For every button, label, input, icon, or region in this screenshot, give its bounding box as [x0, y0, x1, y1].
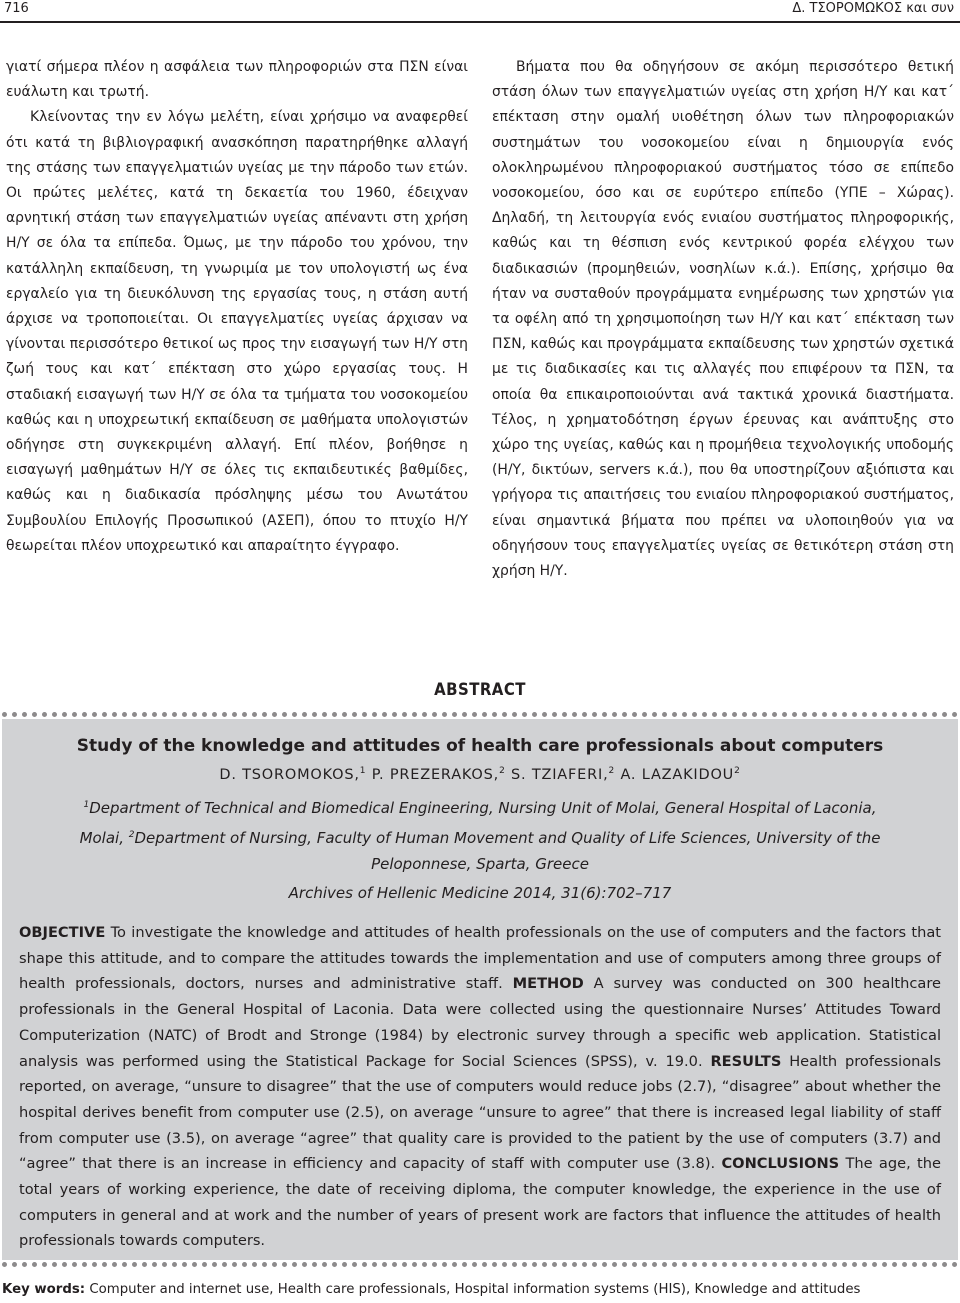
affiliations: $^1$Department of Technical and Biomedical Engineering, Nursing Unit of Molai, General Hospital of Laconia, Molai, $^2$Department of Nursing, Faculty of Human Movement and Quality of Life Sciences, University of the Peloponnese, Sparta, Greece: [79, 799, 881, 873]
right-column: [492, 55, 954, 584]
dotted-rule-top: [2, 712, 958, 717]
author: D. TSOROMOKOS,$^1$: [219, 766, 367, 783]
author: P. PREZERAKOS,$^2$: [371, 766, 506, 783]
results-text: Health professionals reported, on average, “unsure to disagree” that the use of computers would reduce jobs (2.7), “disagree” about whether the hospital derives benefit from computer use (2.5), on average “unsure to agree” that there is increased legal liability of staff from computer use (3.5), on average “agree” that quality care is provided to the patient by the use of computers (3.7) and “agree” that there is an increase in efficiency and capacity of staff with computer use (3.8).: [19, 1052, 941, 1173]
conclusions-text: The age, the total years of working experience, the date of receiving diploma, the computer knowledge, the experience in the use of computers in general and at work and the number of years of present work are factors that influence the attitudes of health professionals towards computers.: [19, 1155, 941, 1250]
author: S. TZIAFERI,$^2$: [511, 766, 616, 783]
author-list: [0, 766, 960, 783]
journal-citation: Archives of Hellenic Medicine 2014, 31(6):702–717: [288, 884, 672, 902]
keywords: [2, 1282, 958, 1297]
objective-label: OBJECTIVE: [19, 924, 106, 941]
keywords-label: Key words:: [2, 1282, 86, 1297]
running-head: Δ. ΤΣΟΡΟΜΩΚΟΣ και συν: [792, 1, 954, 16]
method-label: METHOD: [512, 975, 584, 993]
method-text: A survey was conducted on 300 healthcare professionals in the General Hospital of Laconia. Data were collected using the questionnaire Nurses’ Attitudes Toward Computerization (NATC) of Brodt and Stronge (1984) by electronic survey through a specific web application. Statistical analysis was performed using the Statistical Package for Social Sciences (SPSS), v. 19.0.: [19, 975, 941, 1070]
dotted-rule-bottom: [2, 1262, 958, 1267]
conclusions-label: CONCLUSIONS: [721, 1155, 840, 1173]
objective-text: To investigate the knowledge and attitudes of health professionals on the use of computers and the factors that shape this attitude, and to compare the attitudes towards the implementation and use of computers among three groups of health professionals, doctors, nurses and administrative staff.: [19, 924, 941, 993]
abstract-body: [19, 920, 941, 1254]
left-paragraph-1: γιατί σήμερα πλέον η ασφάλεια των πληροφοριών στα ΠΣΝ είναι ευάλωτη και τρωτή.: [6, 59, 468, 101]
keywords-text: Computer and internet use, Health care professionals, Hospital information systems (HIS), Knowledge and attitudes: [85, 1282, 861, 1297]
right-paragraph-1: Βήματα που θα οδηγήσουν σε ακόμη περισσότερο θετική στάση όλων των επαγγελματιών υγείας στη χρήση Η/Υ και κατ΄ επέκταση στην ομαλή υιοθέτηση όλων των πληροφοριακών συστημάτων του νοσοκομείου είναι η δημιουργία ενός ολοκληρωμένου πληροφοριακού συστήματος τόσο σε επίπεδο νοσοκομείου, όσο και σε ευρύτερο επίπεδο (ΥΠΕ – Χώρας). Δηλαδή, τη λειτουργία ενός ενιαίου συστήματος πληροφορικής, καθώς και τη θέσπιση ενός κεντρικού φορέα ελέγχου των διαδικασιών (προμηθειών, νοσηλίων κ.ά.). Επίσης, χρήσιμο θα ήταν να συσταθούν προγράμματα ενημέρωσης των χρηστών για τα οφέλη από τη χρησιμοποίηση των Η/Υ και κατ΄ επέκταση των ΠΣΝ, καθώς και προγράμματα εκπαίδευσης των χρηστών σχετικά με τις διαδικασίες και τις αλλαγές που επιφέρουν τα ΠΣΝ, τα οποία θα επικαιροποιούνται ανά τακτικά χρονικά διαστήματα. Τέλος, η χρηματοδότηση έργων έρευνας και ανάπτυξης στο χώρο της υγείας, καθώς και η προμήθεια τεχνολογικής υποδομής (Η/Υ, δικτύων, servers κ.ά.), που θα υποστηρίζουν αξιόπιστα και γρήγορα τις απαιτήσεις του ενιαίου πληροφοριακού συστήματος, είναι σημαντικά βήματα που πρέπει να υλοποιηθούν για να οδηγήσουν τους επαγγελματίες υγείας σε θετικότερη στάση στη χρήση Η/Υ.: [492, 59, 954, 580]
abstract-section-title: ABSTRACT: [434, 680, 526, 700]
left-paragraph-2: Κλείνοντας την εν λόγω μελέτη, είναι χρήσιμο να αναφερθεί ότι κατά τη βιβλιογραφική ανασκόπηση παρατηρήθηκε αλλαγή της στάσης των επαγγελματιών υγείας με την πάροδο των ετών. Οι πρώτες μελέτες, κατά τη δεκαετία του 1960, έδειχναν αρνητική στάση των επαγγελματιών υγείας απέναντι στη χρήση Η/Υ σε όλα τα επίπεδα. Όμως, με την πάροδο του χρόνου, την κατάλληλη εκπαίδευση, τη γνωριμία με τον υπολογιστή ως ένα εργαλείο για τη διευκόλυνση της εργασίας τους, η στάση αυτή άρχισε να τροποποιείται. Οι επαγγελματίες υγείας άρχισαν να γίνονται περισσότερο θετικοί ως προς την εισαγωγή των Η/Υ στη ζωή τους και κατ΄ επέκταση στο χώρο εργασίας τους. Η σταδιακή εισαγωγή των Η/Υ σε όλα τα τμήματα του νοσοκομείου καθώς και η υποχρεωτική εκπαίδευση σε μαθήματα υπολογιστών οδήγησε στη συγκεκριμένη αλλαγή. Επί πλέον, βοήθησε η εισαγωγή μαθημάτων Η/Υ σε όλες τις εκπαιδευτικές βαθμίδες, καθώς και η διαδικασία πρόσληψης μέσω του Ανωτάτου Συμβουλίου Επιλογής Προσωπικού (ΑΣΕΠ), όπου το πτυχίο Η/Υ θεωρείται πλέον υποχρεωτικό και απαραίτητο έγγραφο.: [6, 109, 468, 554]
results-label: RESULTS: [710, 1052, 782, 1070]
abstract-title: Study of the knowledge and attitudes of health care professionals about computers: [76, 736, 884, 756]
header-rule: [0, 21, 960, 23]
page-number: 716: [4, 1, 29, 16]
author: A. LAZAKIDOU$^2$: [620, 766, 741, 783]
left-column: [6, 55, 468, 559]
